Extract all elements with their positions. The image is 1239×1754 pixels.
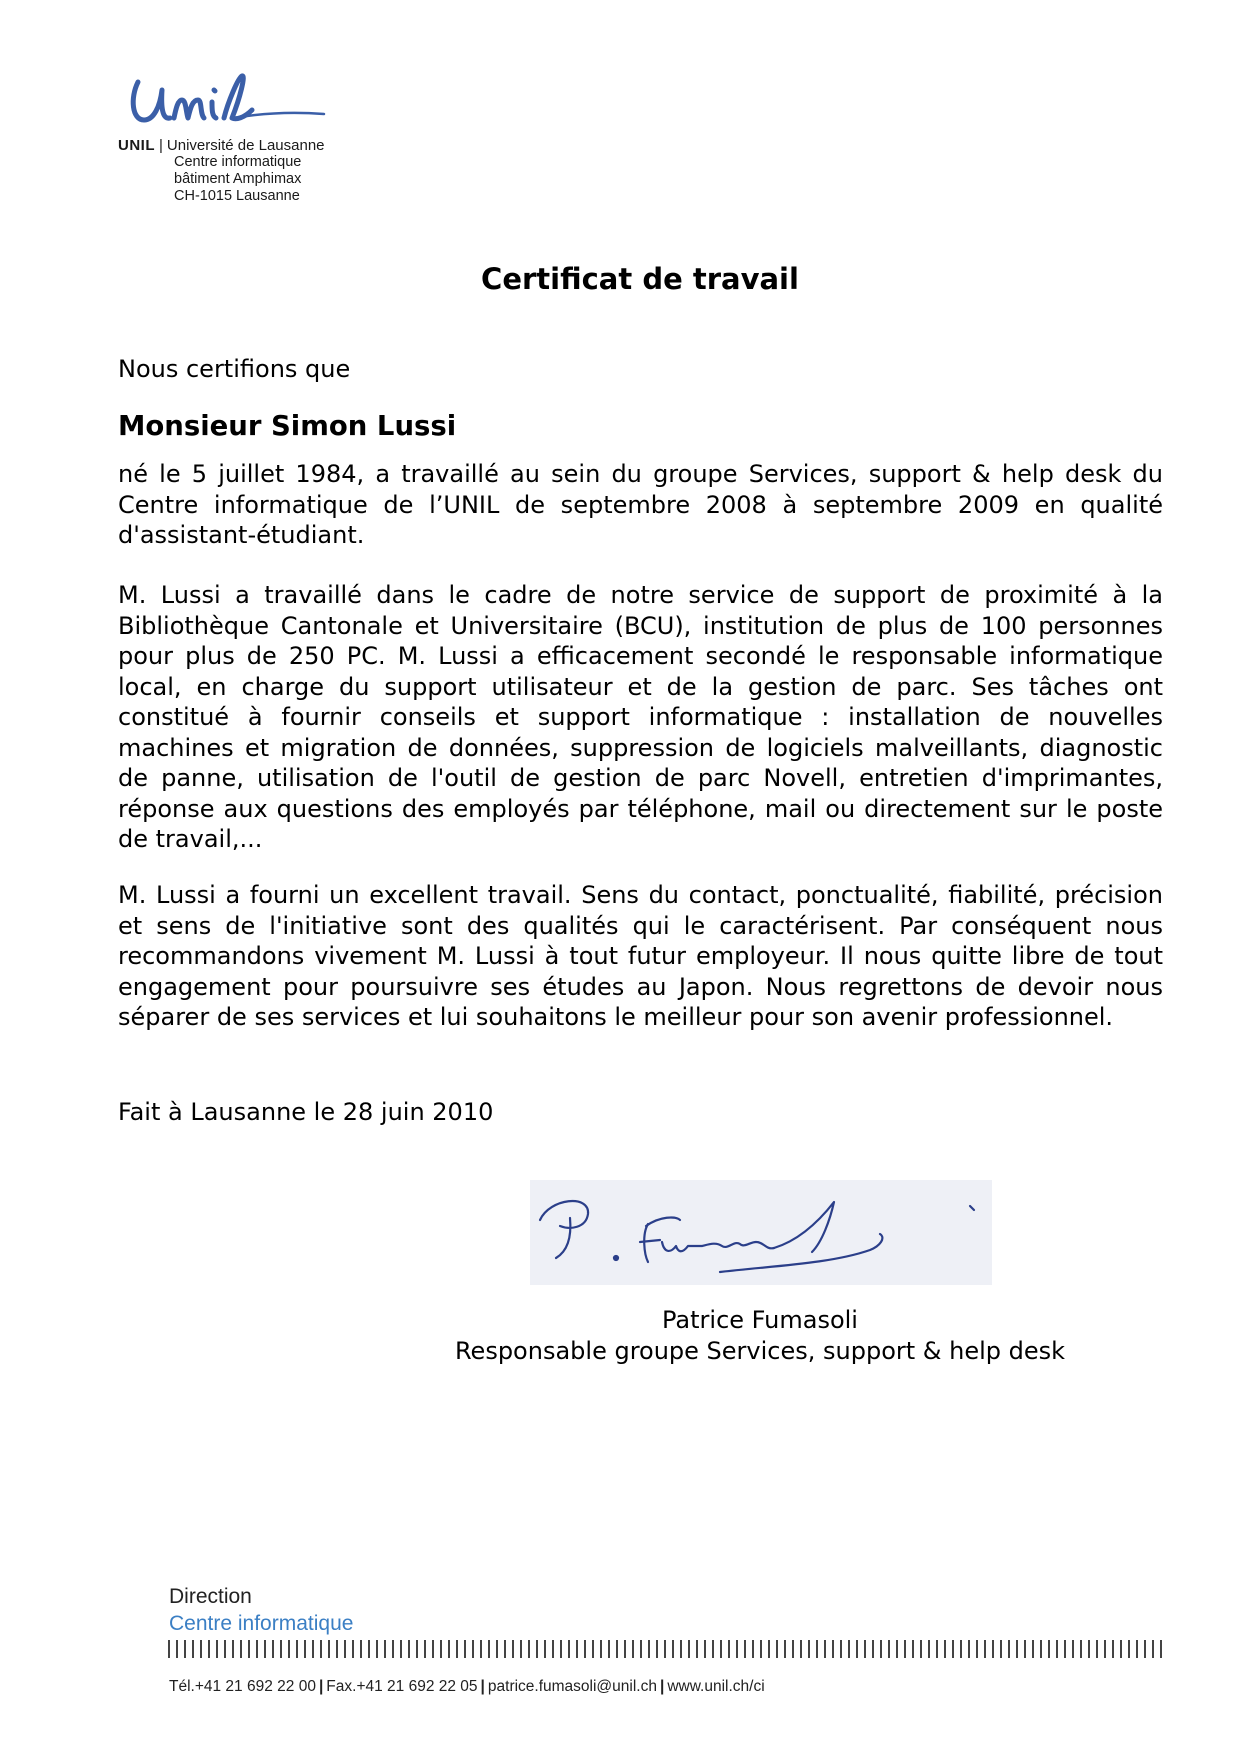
letterhead-org: UNIL | Université de Lausanne [118, 137, 325, 154]
footer-email[interactable]: patrice.fumasoli@unil.ch [487, 1678, 657, 1695]
footer-department [169, 1583, 353, 1637]
letterhead-building: bâtiment Amphimax [174, 171, 302, 187]
place-date: Fait à Lausanne le 28 juin 2010 [118, 1098, 494, 1126]
org-name: Université de Lausanne [166, 137, 325, 154]
footer-fax: Fax.+41 21 692 22 05 [326, 1678, 478, 1695]
signature [530, 1180, 992, 1285]
org-short: UNIL [118, 137, 155, 154]
footer-direction: Direction [169, 1585, 252, 1608]
paragraph-evaluation: M. Lussi a fourni un excellent travail. Sens du contact, ponctualité, fiabilité, précision et sens de l'initiative sont des qualités qui le caractérisent. Par conséquent nous recommandons vivement M. Lussi à tout futur employeur. Il nous quitte libre de tout engagement pour poursuivre ses études au Japon. Nous regrettons de devoir nous séparer de ses services et lui souhaitons le meilleur pour son avenir professionnel. [118, 881, 1163, 1031]
paragraph-employment: né le 5 juillet 1984, a travaillé au sein du groupe Services, support & help desk du Centre informatique de l’UNIL de septembre 2008 à septembre 2009 en qualité d'assistant-étudiant. [118, 460, 1163, 549]
footer-barcode-divider [168, 1640, 1168, 1658]
footer-contact: Tél.+41 21 692 22 00 | Fax.+41 21 692 22 05 | patrice.fumasoli@unil.ch | www.unil.ch/ci [169, 1678, 765, 1695]
footer-centre: Centre informatique [169, 1612, 354, 1635]
letterhead-city: CH-1015 Lausanne [174, 188, 300, 204]
signatory-block [430, 1305, 1090, 1366]
employee-name: Monsieur Simon Lussi [118, 410, 457, 442]
document-title: Certificat de travail [481, 262, 799, 296]
footer-website[interactable]: www.unil.ch/ci [667, 1678, 765, 1695]
unil-logo [128, 68, 328, 138]
paragraph-tasks: M. Lussi a travaillé dans le cadre de notre service de support de proximité à la Bibliothèque Cantonale et Universitaire (BCU), institution de plus de 100 personnes pour plus de 250 PC. M. Lussi a efficacement secondé le responsable informatique local, en charge du support utilisateur et de la gestion de parc. Ses tâches ont constitué à fournir conseils et support informatique : installation de nouvelles machines et migration de données, suppression de logiciels malveillants, diagnostic de panne, utilisation de l'outil de gestion de parc Novell, entretien d'imprimantes, réponse aux questions des employés par téléphone, mail ou directement sur le poste de travail,... [118, 581, 1163, 853]
letterhead [118, 137, 325, 205]
intro-text: Nous certifions que [118, 355, 351, 383]
footer-tel: Tél.+41 21 692 22 00 [169, 1678, 316, 1695]
signatory-name: Patrice Fumasoli [662, 1306, 858, 1334]
signatory-role: Responsable groupe Services, support & help desk [454, 1336, 1066, 1365]
letterhead-dept: Centre informatique [174, 154, 302, 170]
